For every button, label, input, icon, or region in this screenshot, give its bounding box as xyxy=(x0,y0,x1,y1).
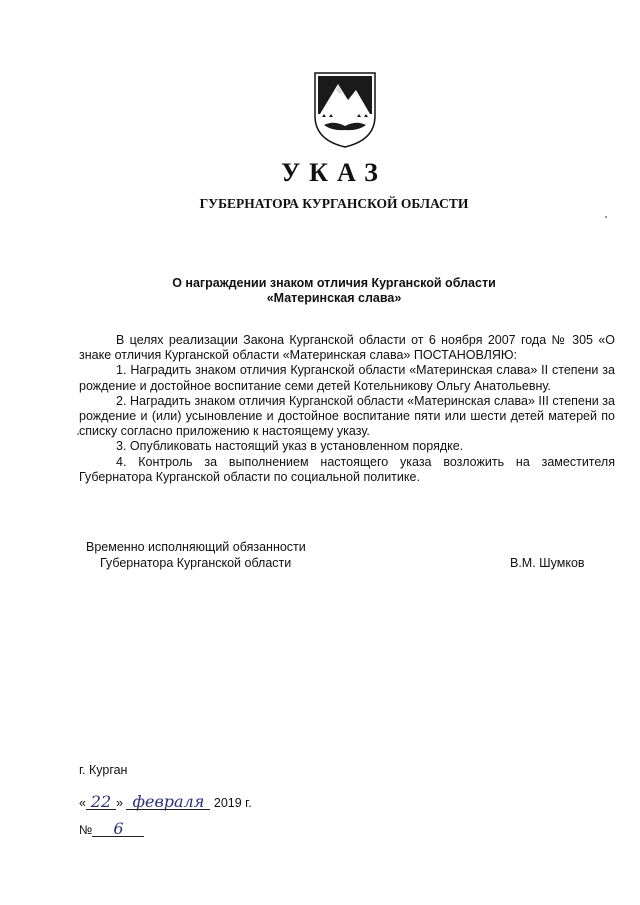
scan-speck xyxy=(605,216,607,218)
number-line xyxy=(79,819,144,838)
coat-of-arms-icon xyxy=(312,70,378,150)
signatory-position xyxy=(86,540,306,571)
date-day: 22 xyxy=(86,795,116,810)
date-month: февраля xyxy=(126,795,210,810)
decree-number: 6 xyxy=(92,822,144,837)
date-line xyxy=(79,792,252,811)
item-3: 3. Опубликовать настоящий указ в установленном порядке. xyxy=(116,439,464,454)
preamble: В целях реализации Закона Курганской области от 6 ноября 2007 года № 305 «О знаке отличия Курганской области «Материнская слава» ПОСТАНОВЛЯЮ: xyxy=(79,333,615,363)
decree-title-line1: О награждении знаком отличия Курганской области xyxy=(172,276,496,290)
number-label: № xyxy=(79,823,93,837)
decree-body xyxy=(79,333,615,485)
scan-speck xyxy=(77,433,79,435)
document-type-title: УКАЗ xyxy=(281,158,387,187)
quote-close: » xyxy=(115,796,123,810)
signatory-name: В.М. Шумков xyxy=(510,556,585,570)
decree-title-line2: «Материнская слава» xyxy=(266,291,402,305)
quote-open: « xyxy=(79,796,86,810)
issuer-subtitle: ГУБЕРНАТОРА КУРГАНСКОЙ ОБЛАСТИ xyxy=(199,196,469,211)
item-2: 2. Наградить знаком отличия Курганской области «Материнская слава» III степени за рождение и (или) усыновление и достойное воспитание пяти или шести детей матерей по списку согласно приложению к настоящему указу. xyxy=(79,393,615,439)
position-line1: Временно исполняющий обязанности xyxy=(86,540,306,554)
item-1: 1. Наградить знаком отличия Курганской области «Материнская слава» II степени за рождение и достойное воспитание семи детей Котельникову Ольгу Анатольевну. xyxy=(79,363,615,393)
city: г. Курган xyxy=(79,763,128,777)
date-year: 2019 г. xyxy=(213,796,252,810)
decree-title xyxy=(0,276,640,306)
position-line2: Губернатора Курганской области xyxy=(100,555,292,570)
item-4: 4. Контроль за выполнением настоящего указа возложить на заместителя Губернатора Курганской области по социальной политике. xyxy=(79,454,615,484)
